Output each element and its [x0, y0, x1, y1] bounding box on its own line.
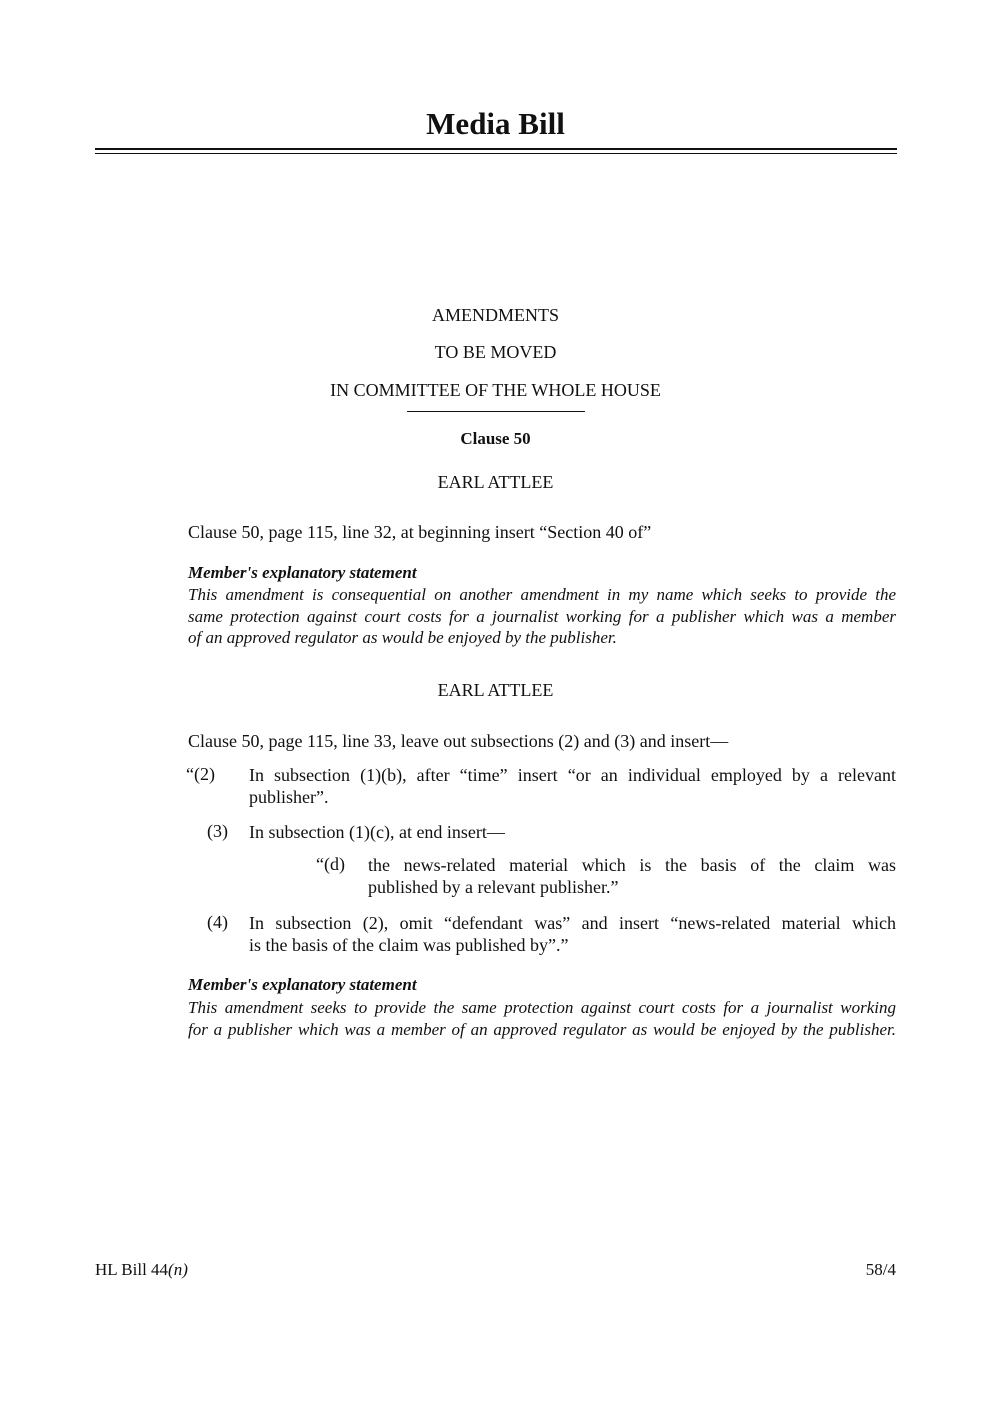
member-name: EARL ATTLEE [437, 680, 554, 700]
amendment-instruction: Clause 50, page 115, line 33, leave out subsections (2) and (3) and insert— [188, 731, 729, 751]
subsection-text [249, 821, 896, 843]
subsection-text [249, 912, 896, 956]
explanatory-statement-label: Member's explanatory statement [188, 975, 417, 994]
explanatory-statement-label: Member's explanatory statement [188, 563, 417, 582]
paragraph-line: published by a relevant publisher.” [368, 877, 619, 897]
explanatory-statement [188, 584, 896, 649]
document-title: Media Bill [426, 106, 565, 141]
amendment-instruction: Clause 50, page 115, line 32, at beginning insert “Section 40 of” [188, 522, 652, 542]
subsection-line: In subsection (2), omit “defendant was” and insert “news-related material which [249, 913, 896, 933]
statement-line: for a publisher which was a member of an approved regulator as would be enjoyed by the publisher. [188, 1019, 896, 1039]
subsection-line: publisher”. [249, 787, 329, 807]
subsection-text [249, 764, 896, 808]
paragraph-line: the news-related material which is the basis of the claim was [368, 855, 896, 875]
page-reference: 58/4 [865, 1260, 896, 1279]
paragraph-text [368, 854, 896, 898]
statement-line: of an approved regulator as would be enjoyed by the publisher. [188, 628, 617, 647]
subsection-number: (4) [207, 912, 228, 932]
heading-line-3: IN COMMITTEE OF THE WHOLE HOUSE [330, 380, 661, 400]
title-rule-thin [95, 153, 897, 154]
heading-line-2: TO BE MOVED [434, 342, 557, 362]
subsection-line: In subsection (1)(b), after “time” insert “or an individual employed by a relevant [249, 765, 896, 785]
member-name: EARL ATTLEE [437, 472, 554, 492]
bill-suffix: (n) [168, 1260, 188, 1279]
subsection-number: “(2) [186, 764, 215, 784]
subsection-line: is the basis of the claim was published by”.” [249, 935, 569, 955]
statement-line: This amendment is consequential on another amendment in my name which seeks to provide the [188, 585, 896, 604]
subsection-line: In subsection (1)(c), at end insert— [249, 822, 505, 842]
clause-heading: Clause 50 [460, 429, 531, 448]
subsection-number: (3) [207, 821, 228, 841]
statement-line: same protection against court costs for a journalist working for a publisher which was a member [188, 606, 896, 626]
statement-line: This amendment seeks to provide the same protection against court costs for a journalist working [188, 998, 896, 1017]
bill-number: HL Bill 44 [95, 1260, 169, 1279]
bill-reference [95, 1260, 188, 1280]
explanatory-statement [188, 997, 896, 1040]
heading-line-1: AMENDMENTS [431, 305, 559, 325]
heading-rule [407, 411, 585, 412]
paragraph-letter: “(d) [316, 854, 345, 874]
title-rule-thick [95, 148, 897, 150]
